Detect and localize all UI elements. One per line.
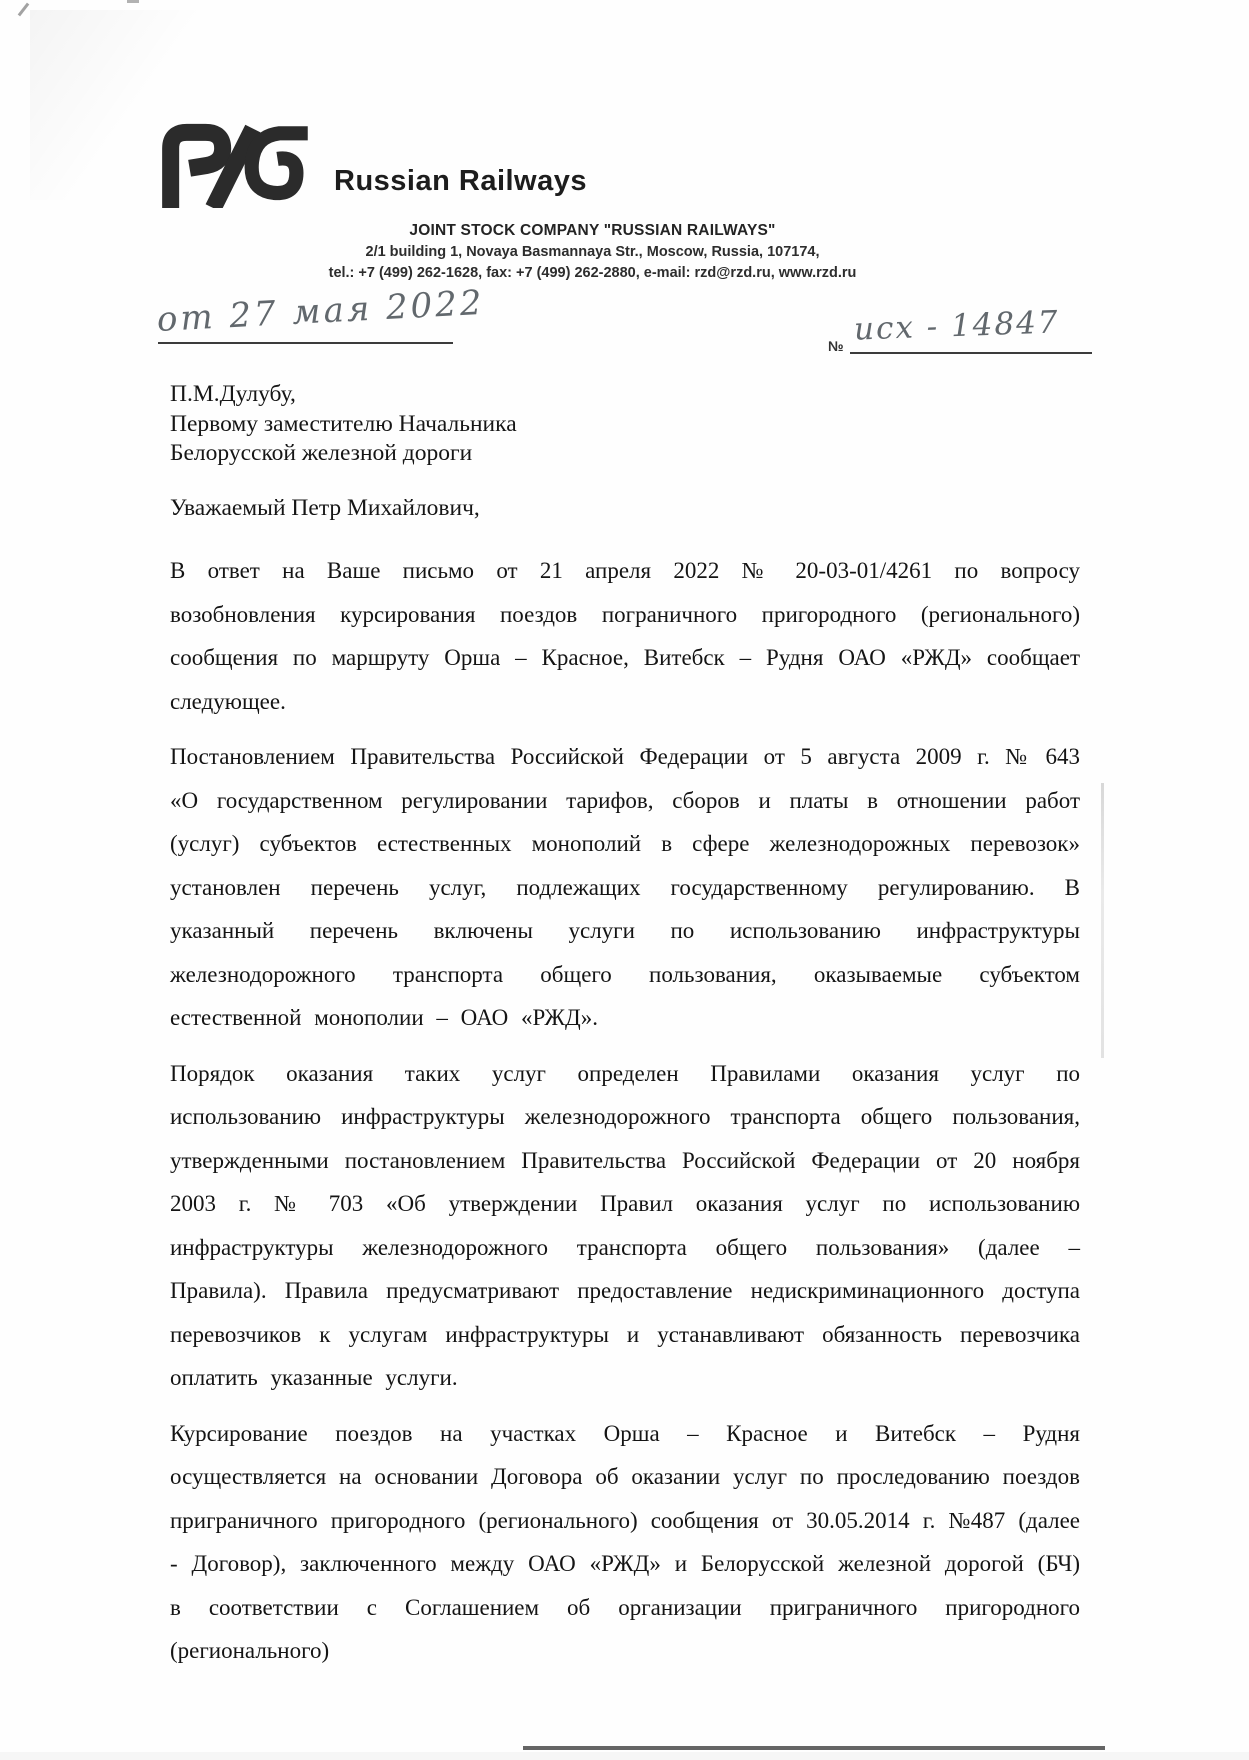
recipient-org-line: Белорусской железной дороги bbox=[170, 440, 473, 466]
scan-shadow-bottom bbox=[0, 1752, 1249, 1760]
body-paragraph-4: Курсирование поездов на участках Орша – Красное и Витебск – Рудня осуществляется на основании Договора об оказании услуг по проследованию поездов приграничного пригородного (регионального) сообщения от 30.05.2014 г. №487 (далее - Договор), заключенного между ОАО «РЖД» и Белорусской железной дорогой (БЧ) в соответствии с Соглашением об организации приграничного пригородного (регионального) bbox=[170, 1420, 1080, 1663]
rzd-logo-icon bbox=[150, 104, 318, 208]
scan-mark-top-left bbox=[18, 3, 30, 17]
handwritten-date: от 27 мая 2022 bbox=[155, 282, 486, 340]
handwritten-number: исх - 14847 bbox=[853, 304, 1061, 348]
letterhead-logo-row bbox=[150, 104, 587, 208]
recipient-title-line: Первому заместителю Начальника bbox=[170, 410, 517, 437]
body-paragraph-1: В ответ на Ваше письмо от 21 апреля 2022 № 20-03-01/4261 по вопросу возобновления курсирования поездов пограничного пригородного (регионального) сообщения по маршруту Орша – Красное, Витебск – Рудня ОАО «РЖД» сообщает следующее. bbox=[170, 558, 1080, 714]
letterhead-company-line: JOINT STOCK COMPANY "RUSSIAN RAILWAYS" bbox=[409, 222, 776, 239]
scan-mark-top bbox=[127, 0, 139, 3]
brand-text: Russian Railways bbox=[334, 165, 587, 197]
recipient-name-line: П.М.Дулубу, bbox=[170, 381, 296, 407]
letter-date-field bbox=[155, 282, 488, 344]
letterhead-address-line: 2/1 building 1, Novaya Basmannaya Str., Moscow, Russia, 107174, bbox=[365, 244, 820, 260]
recipient-block bbox=[170, 380, 517, 469]
letterhead-block bbox=[0, 219, 1185, 284]
body-paragraph-2: Постановлением Правительства Российской Федерации от 5 августа 2009 г. № 643 «О государственном регулировании тарифов, сборов и платы в отношении работ (услуг) субъектов естественных монополий в сфере железнодорожных перевозок» установлен перечень услуг, подлежащих государственному регулированию. В указанный перечень включены услуги по использованию инфраструктуры железнодорожного транспорта общего пользования, оказываемые субъектом естественной монополии – ОАО «РЖД». bbox=[170, 744, 1080, 1030]
number-underline bbox=[850, 352, 1092, 354]
date-underline bbox=[158, 342, 453, 344]
scan-smudge-right-edge bbox=[1101, 783, 1104, 1058]
letter-body bbox=[170, 549, 1080, 1685]
number-sign-label: № bbox=[828, 338, 844, 354]
scan-line-bottom-edge bbox=[523, 1746, 1105, 1750]
body-paragraph-3: Порядок оказания таких услуг определен Правилами оказания услуг по использованию инфраструктуры железнодорожного транспорта общего пользования, утвержденными постановлением Правительства Российской Федерации от 20 ноября 2003 г. № 703 «Об утверждении Правил оказания услуг по использованию инфраструктуры железнодорожного транспорта общего пользования» (далее – Правила). Правила предусматривают предоставление недискриминационного доступа перевозчиков к услугам инфраструктуры и устанавливают обязанность перевозчика оплатить указанные услуги. bbox=[170, 1060, 1080, 1390]
letterhead-contacts-line: tel.: +7 (499) 262-1628, fax: +7 (499) 262-2880, e-mail: rzd@rzd.ru, www.rzd.ru bbox=[328, 265, 857, 281]
salutation: Уважаемый Петр Михайлович, bbox=[170, 495, 480, 521]
